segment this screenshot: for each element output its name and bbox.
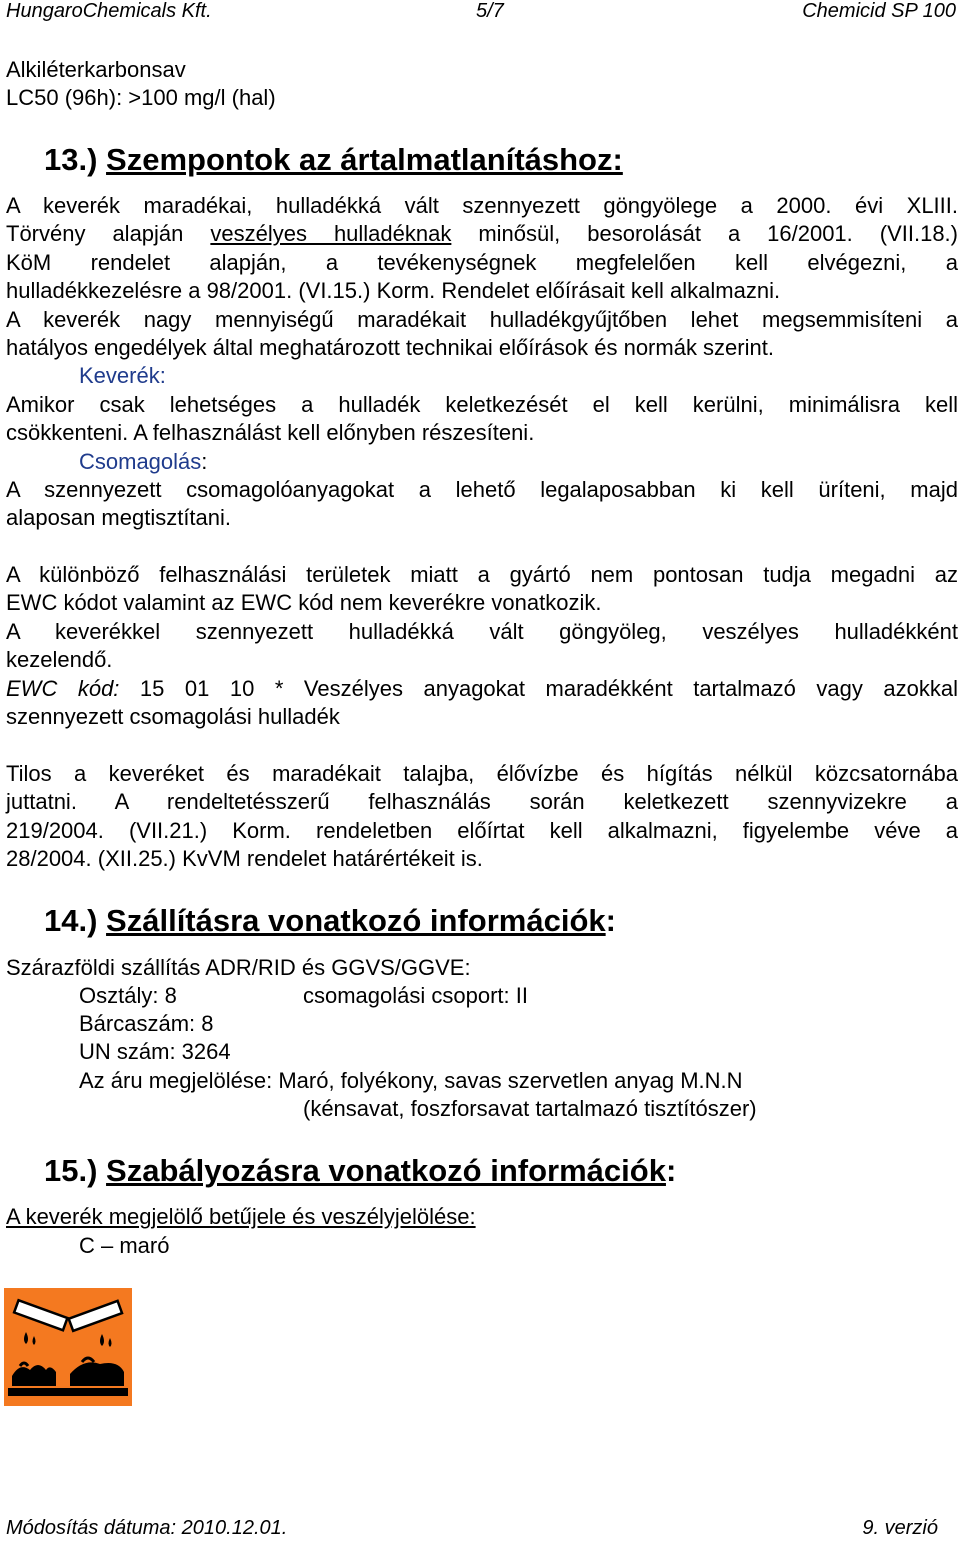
corrosive-icon [4, 1288, 132, 1406]
section-15-heading: Szabályozásra vonatkozó információk [106, 1153, 666, 1188]
header-page: 5/7 [476, 0, 504, 22]
ewc-line-a: EWC kód: 15 01 10 * Veszélyes anyagokat maradékként tartalmazó vagy azokkal [6, 675, 958, 701]
page-header [6, 0, 956, 24]
mixture-line-a: Amikor csak lehetséges a hulladék keletkezését el kell kerülni, minimálisra kell [6, 391, 958, 417]
ewc-line-b: szennyezett csomagolási hulladék [6, 703, 340, 729]
p3-line-b: EWC kódot valamint az EWC kód nem keverékre vonatkozik. [6, 590, 602, 616]
discharge-block [6, 760, 958, 874]
transport-label-number: Bárcaszám: 8 [79, 1011, 214, 1036]
p4-line-a: Tilos a keveréket és maradékait talajba, élővízbe és hígítás nélkül közcsatornába [6, 761, 958, 786]
intro-block [6, 56, 958, 113]
p1-line-d: hulladékkezelésre a 98/2001. (VI.15.) Korm. Rendelet előírásait kell alkalmazni. [6, 278, 781, 304]
p1-line-c: KöM rendelet alapján, a tevékenységnek megfelelően kell elvégezni, a [6, 249, 958, 275]
transport-road-label: Szárazföldi szállítás ADR/RID és GGVS/GGVE: [6, 955, 471, 980]
p1-line-a: A keverék maradékai, hulladékká vált szennyezett göngyölege a 2000. évi XLIII. [6, 193, 958, 218]
section-14-title: 14.) Szállításra vonatkozó információk: [44, 903, 616, 938]
section-13-title: 13.) Szempontok az ártalmatlanításhoz: [44, 142, 623, 177]
p2-line-a: A keverék nagy mennyiségű maradékait hulladékgyűjtőben lehet megsemmisíteni a [6, 306, 958, 332]
intro-lc50: LC50 (96h): >100 mg/l (hal) [6, 85, 276, 111]
packaging-line-b: alaposan megtisztítani. [6, 505, 232, 531]
ewc-label: EWC kód: [6, 675, 120, 701]
p4-line-c: 219/2004. (VII.21.) Korm. rendeletben előírtat kell alkalmazni, figyelembe véve a [6, 817, 958, 843]
mixture-line-b: csökkenteni. A felhasználást kell előnyben részesíteni. [6, 420, 535, 446]
packaging-line-a: A szennyezett csomagolóanyagokat a lehető legalaposabban ki kell üríteni, majd [6, 476, 958, 502]
transport-description-detail: (kénsavat, foszforsavat tartalmazó tisztítószer) [303, 1096, 757, 1121]
p3-line-d: kezelendő. [6, 647, 113, 673]
section-15-title: 15.) Szabályozásra vonatkozó információk: [44, 1153, 677, 1188]
p4-line-d: 28/2004. (XII.25.) KvVM rendelet határértékeit is. [6, 846, 483, 872]
packaging-label: Csomagolás: [79, 448, 208, 474]
hazard-symbol-text: C – maró [79, 1233, 170, 1258]
p2-line-b: hatályos engedélyek által meghatározott technikai előírások és normák szerint. [6, 334, 774, 360]
section-13-body [6, 192, 958, 533]
header-company: HungaroChemicals Kft. [6, 0, 212, 22]
transport-packing-group: csomagolási csoport: II [303, 983, 528, 1008]
footer-date: Módosítás dátuma: 2010.12.01. [6, 1517, 288, 1539]
section-14-heading: Szállításra vonatkozó információk [106, 903, 606, 938]
transport-un-number: UN szám: 3264 [79, 1039, 231, 1064]
p4-line-b: juttatni. A rendeltetésszerű felhasználás során keletkezett szennyvizekre a [6, 789, 958, 815]
hazardous-waste-term: veszélyes hulladéknak [210, 221, 452, 247]
transport-class: Osztály: 8 [79, 983, 177, 1008]
p1-line-b: Törvény alapján veszélyes hulladéknak minősül, besorolását a 16/2001. (VII.18.) [6, 221, 958, 247]
p3-line-c: A keverékkel szennyezett hulladékká vált göngyöleg, veszélyes hulladékként [6, 618, 958, 644]
header-product: Chemicid SP 100 [802, 0, 956, 22]
footer-version: 9. verzió [862, 1517, 938, 1539]
hazard-marking-label: A keverék megjelölő betűjele és veszélyjelölése: [6, 1204, 476, 1229]
mixture-label: Keverék: [79, 363, 166, 389]
ewc-block [6, 561, 958, 731]
p3-line-a: A különböző felhasználási területek miatt a gyártó nem pontosan tudja megadni az [6, 562, 958, 587]
section-13-heading: Szempontok az ártalmatlanításhoz: [106, 142, 623, 177]
transport-description: Az áru megjelölése: Maró, folyékony, savas szervetlen anyag M.N.N [79, 1068, 743, 1093]
intro-substance: Alkiléterkarbonsav [6, 57, 186, 82]
